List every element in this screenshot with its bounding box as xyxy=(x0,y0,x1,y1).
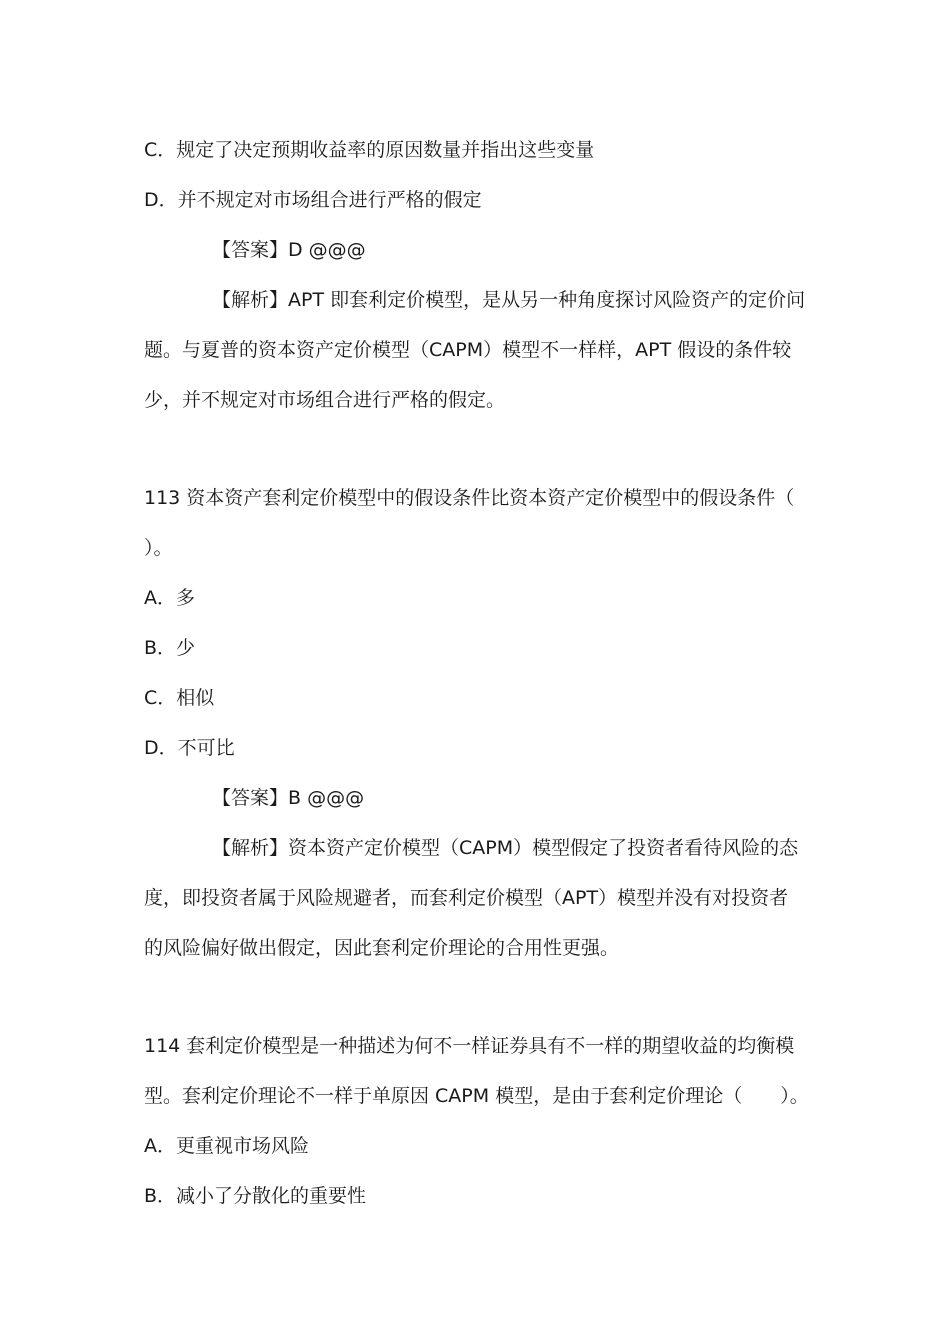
option-b-q113: B．少 xyxy=(144,637,196,659)
option-c-q112: C．规定了决定预期收益率的原因数量并指出这些变量 xyxy=(144,139,595,161)
question-113-line-2: ）。 xyxy=(144,537,173,559)
analysis-q113-line-2: 度，即投资者属于风险规避者，而套利定价模型（APT）模型并没有对投资者 xyxy=(144,887,789,909)
analysis-q112-line-1: 【解析】APT 即套利定价模型，是从另一种角度探讨风险资产的定价问 xyxy=(212,289,806,311)
question-113-line-1: 113 资本资产套利定价模型中的假设条件比资本资产定价模型中的假设条件（ xyxy=(144,487,795,509)
option-c-q113: C．相似 xyxy=(144,687,215,709)
analysis-q112-line-2: 题。与夏普的资本资产定价模型（CAPM）模型不一样样，APT 假设的条件较 xyxy=(144,339,792,361)
answer-q113: 【答案】B @@@ xyxy=(212,787,365,809)
option-d-q112: D．并不规定对市场组合进行严格的假定 xyxy=(144,189,482,211)
option-d-q113: D．不可比 xyxy=(144,737,235,759)
analysis-q112-line-3: 少，并不规定对市场组合进行严格的假定。 xyxy=(144,389,506,411)
option-a-q114: A．更重视市场风险 xyxy=(144,1135,309,1157)
answer-q112: 【答案】D @@@ xyxy=(212,239,366,261)
option-b-q114: B．减小了分散化的重要性 xyxy=(144,1185,367,1207)
option-a-q113: A．多 xyxy=(144,587,195,609)
analysis-q113-line-3: 的风险偏好做出假定，因此套利定价理论的合用性更强。 xyxy=(144,937,620,959)
question-114-line-2: 型。套利定价理论不一样于单原因 CAPM 模型，是由于套利定价理论（ ）。 xyxy=(144,1085,809,1107)
question-114-line-1: 114 套利定价模型是一种描述为何不一样证券具有不一样的期望收益的均衡模 xyxy=(144,1035,795,1057)
analysis-q113-line-1: 【解析】资本资产定价模型（CAPM）模型假定了投资者看待风险的态 xyxy=(212,837,799,859)
